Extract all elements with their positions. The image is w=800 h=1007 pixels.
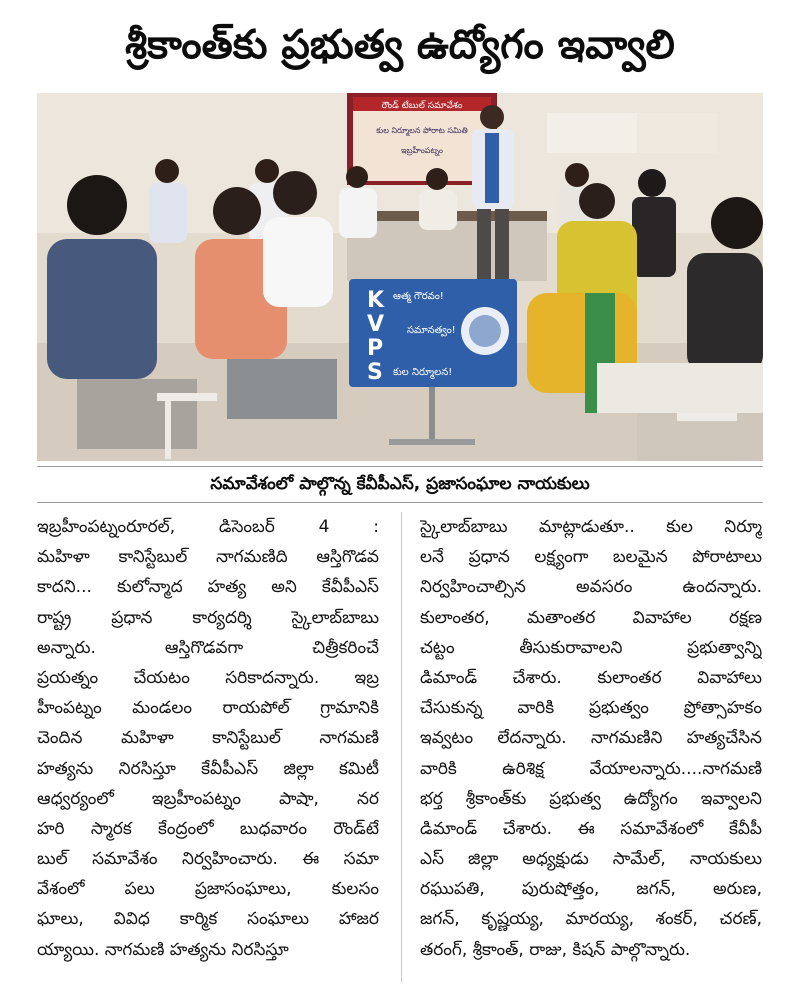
article-line: డిమాండ్‌ చేశారు. ఈ సమావేశంలో కేవీపీ <box>420 818 762 839</box>
article-line: ఆధ్వర్యంలో ఇబ్రహీంపట్నం పాషా, నర <box>37 788 379 809</box>
article-line: డిమాండ్‌ చేశారు. కులాంతర వివాహాలు <box>420 667 762 688</box>
article-line: జగన్‌, కృష్ణయ్య, మారయ్య, శంకర్‌, చరణ్‌, <box>420 909 762 930</box>
article-line: ఘాలు, వివిధ కార్మిక సంఘాలు హాజర <box>37 909 379 930</box>
kvps-banner <box>349 279 517 387</box>
article-line: హరి స్మారక కేంద్రంలో బుధవారం రౌండ్‌టే <box>37 818 379 839</box>
kvps-letter-p: P <box>367 336 384 361</box>
article-line: మహిళా కానిస్టేబుల్‌ నాగమణిది ఆస్తిగొడవ <box>37 547 379 568</box>
article-line: చేసుకున్న వారికి ప్రభుత్వం ప్రోత్సాహకం <box>420 698 762 719</box>
article-line: భర్త శ్రీకాంత్‌కు ప్రభుత్వ ఉద్యోగం ఇవ్వాలని <box>420 788 762 809</box>
caption-top-rule <box>37 466 763 467</box>
article-line: ప్రయత్నం చేయటం సరికాదన్నారు. ఇబ్ర <box>37 667 379 688</box>
kvps-letter-v: V <box>367 312 385 337</box>
article-line: చట్టం తీసుకురావాలని ప్రభుత్వాన్ని <box>420 637 762 658</box>
article-line: రాష్ట్ర ప్రధాన కార్యదర్శి స్కైలాబ్‌బాబు <box>37 607 379 628</box>
article-line: హత్యను నిరసిస్తూ కేవీపీఎస్‌ జిల్లా కమిటీ <box>37 758 379 779</box>
article-line: నిర్వహించాల్సిన అవసరం ఉందన్నారు. <box>420 577 762 598</box>
column-divider <box>401 512 402 982</box>
article-line: వారికి ఉరిశిక్ష వేయాలన్నారు....నాగమణి <box>420 758 762 779</box>
kvps-letter-k: K <box>367 288 385 313</box>
article-line: చెందిన మహిళా కానిస్టేబుల్‌ నాగమణి <box>37 728 379 749</box>
article-line: బుల్‌ సమావేశం నిర్వహించారు. ఈ సమా <box>37 849 379 870</box>
kvps-slogan-2: సమానత్వం! <box>407 325 456 336</box>
article-column-right <box>420 512 762 992</box>
kvps-slogan-3: కుల నిర్మూలన! <box>393 367 453 378</box>
meeting-photo-illustration <box>37 93 763 461</box>
article-line: స్కైలాబ్‌బాబు మాట్లాడుతూ.. కుల నిర్మూ <box>420 517 762 537</box>
banner-line-1: రౌండ్ టేబుల్ సమావేశం <box>381 101 463 111</box>
article-line: ఇవ్వటం లేదన్నారు. నాగమణిని హత్యచేసిన <box>420 728 762 749</box>
kvps-letter-s: S <box>367 360 383 385</box>
article-line: కులాంతర, మతాంతర వివాహాల రక్షణ <box>420 607 762 628</box>
caption-bottom-rule <box>37 502 763 503</box>
article-line: ఇబ్రహీంపట్నంరూరల్‌, డిసెంబర్‌ 4 : <box>37 517 379 537</box>
article-line: య్యాయి. నాగమణి హత్యను నిరసిస్తూ <box>37 939 289 960</box>
headline: శ్రీకాంత్‌కు ప్రభుత్వ ఉద్యోగం ఇవ్వాలి <box>125 22 675 68</box>
article-line: ఎస్‌ జిల్లా అధ్యక్షుడు సామేల్‌, నాయకులు <box>420 849 762 870</box>
news-photo <box>37 93 763 461</box>
article-line: కాదని... కులోన్మాద హత్య అని కేవీపీఎస్‌ <box>37 577 379 598</box>
banner-line-3: ఇబ్రహీంపట్నం <box>401 146 443 155</box>
article-line: లనే ప్రధాన లక్ష్యంగా బలమైన పోరాటాలు <box>420 547 762 568</box>
article-column-left <box>37 512 379 992</box>
article-line: రఘుపతి, పురుషోత్తం, జగన్‌, అరుణ, <box>420 879 762 900</box>
banner-line-2: కుల నిర్మూలన పోరాట సమితి <box>376 126 468 135</box>
article-line: అన్నారు. ఆస్తిగొడవగా చిత్రీకరించే <box>37 637 379 658</box>
article-line: హీంపట్నం మండలం రాయపోల్‌ గ్రామానికి <box>37 698 379 719</box>
photo-caption: సమావేశంలో పాల్గొన్న కేవీపీఎస్‌, ప్రజాసంఘాల నాయకులు <box>210 474 590 494</box>
article-line: తరంగ్‌, శ్రీకాంత్‌, రాజు, కిషన్‌ పాల్గొన్నారు. <box>420 939 691 960</box>
article-line: వేశంలో పలు ప్రజాసంఘాలు, కులసం <box>37 879 379 900</box>
kvps-slogan-1: ఆత్మ గౌరవం! <box>393 291 444 302</box>
